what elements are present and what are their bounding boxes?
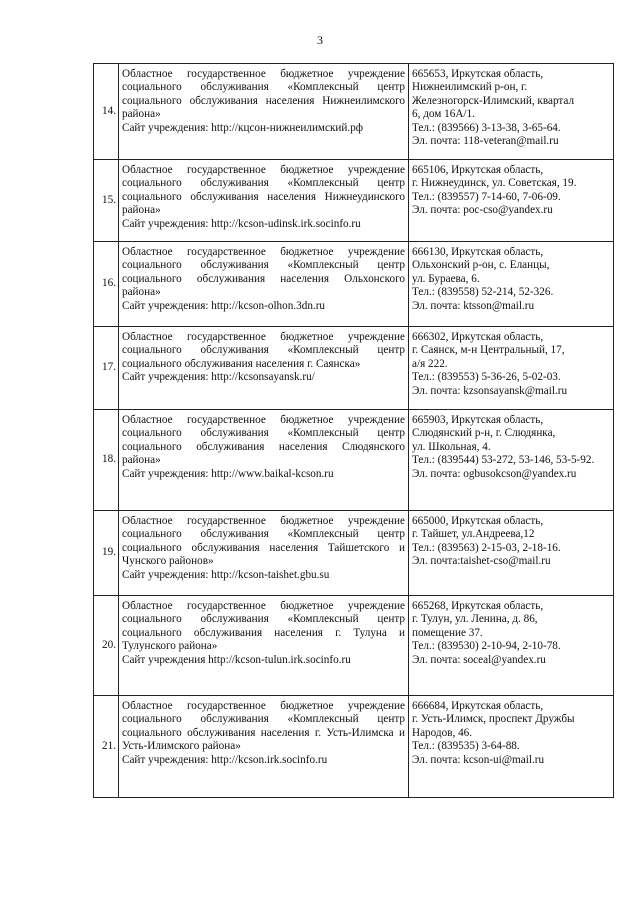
email-line[interactable]: Эл. почта: kcson-ui@mail.ru	[412, 753, 545, 766]
address-line: г. Саянск, м-н Центральный, 17,	[412, 344, 565, 357]
row-number: 14.	[94, 64, 119, 160]
institution-website[interactable]: Сайт учреждения: http://kcsonsayansk.ru/	[122, 371, 315, 384]
address-line: 665000, Иркутская область,	[412, 515, 544, 527]
email-line[interactable]: Эл. почта: ktsson@mail.ru	[412, 299, 535, 312]
address-line: 666684, Иркутская область,	[412, 700, 544, 712]
institution-cell	[119, 511, 409, 596]
address-line: 665268, Иркутская область,	[412, 600, 544, 612]
institution-cell	[119, 696, 409, 798]
table-row	[94, 64, 614, 160]
email-line[interactable]: Эл. почта: poc-cso@yandex.ru	[412, 204, 553, 217]
table-row	[94, 696, 614, 798]
phone-line: Тел.: (839558) 52-214, 52-326.	[412, 286, 554, 299]
email-line[interactable]: Эл. почта: ogbusokcson@yandex.ru	[412, 467, 577, 480]
row-number: 16.	[94, 242, 119, 327]
table-row	[94, 327, 614, 410]
address-line: 6, дом 16А/1.	[412, 108, 475, 121]
institution-cell	[119, 160, 409, 242]
phone-line: Тел.: (839553) 5-36-26, 5-02-03.	[412, 371, 561, 384]
phone-line: Тел.: (839530) 2-10-94, 2-10-78.	[412, 640, 561, 653]
address-line: Железногорск-Илимский, квартал	[412, 94, 575, 107]
table-row	[94, 596, 614, 696]
institution-cell	[119, 242, 409, 327]
phone-line: Тел.: (839557) 7-14-60, 7-06-09.	[412, 190, 561, 203]
address-line: а/я 222.	[412, 357, 448, 370]
address-line: 665106, Иркутская область,	[412, 164, 544, 176]
row-number: 21.	[94, 696, 119, 798]
institution-website[interactable]: Сайт учреждения: http://www.baikal-kcson.ru	[122, 467, 334, 480]
institutions-table	[93, 63, 614, 798]
row-number: 20.	[94, 596, 119, 696]
email-line[interactable]: Эл. почта: kzsonsayansk@mail.ru	[412, 384, 568, 397]
institution-website[interactable]: Сайт учреждения: http://kcson-udinsk.irk.socinfo.ru	[122, 217, 361, 230]
contact-cell	[409, 596, 614, 696]
address-line: г. Тайшет, ул.Андреева,12	[412, 528, 535, 541]
institution-website[interactable]: Сайт учреждения http://kcson-tulun.irk.socinfo.ru	[122, 653, 351, 666]
contact-cell	[409, 160, 614, 242]
institution-cell	[119, 410, 409, 511]
email-line[interactable]: Эл. почта: soceal@yandex.ru	[412, 653, 546, 666]
address-line: 665903, Иркутская область,	[412, 414, 544, 426]
address-line: г. Тулун, ул. Ленина, д. 86,	[412, 613, 538, 626]
phone-line: Тел.: (839544) 53-272, 53-146, 53-5-92.	[412, 454, 595, 467]
institution-cell	[119, 327, 409, 410]
address-line: Народов, 46.	[412, 726, 473, 739]
institution-website[interactable]: Сайт учреждения: http://kcson.irk.socinfo.ru	[122, 753, 328, 766]
address-line: 666302, Иркутская область,	[412, 331, 544, 343]
address-line: ул. Школьная, 4.	[412, 440, 491, 453]
address-line: 666130, Иркутская область,	[412, 246, 544, 258]
row-number: 15.	[94, 160, 119, 242]
email-line[interactable]: Эл. почта: 118-veteran@mail.ru	[412, 135, 559, 148]
institution-cell	[119, 64, 409, 160]
table-row	[94, 160, 614, 242]
address-line: помещение 37.	[412, 626, 483, 639]
address-line: 665653, Иркутская область,	[412, 68, 544, 80]
row-number: 19.	[94, 511, 119, 596]
institution-name: Областное государственное бюджетное учреждение социального обслуживания «Комплексный центр социального обслуживания населения Нижнеудинского района»	[122, 164, 405, 217]
contact-cell	[409, 696, 614, 798]
address-line: Слюдянский р-н, г. Слюдянка,	[412, 427, 556, 440]
row-number: 18.	[94, 410, 119, 511]
contact-cell	[409, 242, 614, 327]
institution-website[interactable]: Сайт учреждения: http://kcson-olhon.3dn.ru	[122, 299, 326, 312]
address-line: Ольхонский р-он, с. Еланцы,	[412, 259, 550, 272]
table-row	[94, 242, 614, 327]
contact-cell	[409, 327, 614, 410]
institution-name: Областное государственное бюджетное учреждение социального обслуживания «Комплексный центр социального обслуживания населения Ольхонского района»	[122, 246, 405, 299]
contact-cell	[409, 64, 614, 160]
address-line: г. Нижнеудинск, ул. Советская, 19.	[412, 177, 577, 190]
contact-cell	[409, 410, 614, 511]
contact-cell	[409, 511, 614, 596]
institution-website[interactable]: Сайт учреждения: http://kcson-taishet.gbu.su	[122, 568, 330, 581]
institution-cell	[119, 596, 409, 696]
phone-line: Тел.: (839563) 2-15-03, 2-18-16.	[412, 541, 561, 554]
row-number: 17.	[94, 327, 119, 410]
table-row	[94, 511, 614, 596]
institution-name: Областное государственное бюджетное учреждение социального обслуживания «Комплексный центр социального обслуживания населения Нижнеилимского района»	[122, 68, 405, 121]
institution-name: Областное государственное бюджетное учреждение социального обслуживания «Комплексный центр социального обслуживания населения г. Усть-Илимска и Усть-Илимского района»	[122, 700, 405, 753]
institution-name: Областное государственное бюджетное учреждение социального обслуживания «Комплексный центр социального обслуживания населения Тайшетского и Чунского районов»	[122, 515, 405, 568]
phone-line: Тел.: (839535) 3-64-88.	[412, 740, 520, 753]
phone-line: Тел.: (839566) 3-13-38, 3-65-64.	[412, 121, 561, 134]
institution-name: Областное государственное бюджетное учреждение социального обслуживания «Комплексный центр социального обслуживания населения г. Саянска»	[122, 331, 405, 370]
institution-name: Областное государственное бюджетное учреждение социального обслуживания «Комплексный центр социального обслуживания населения Слюдянского района»	[122, 414, 405, 467]
table-row	[94, 410, 614, 511]
email-line[interactable]: Эл. почта:taishet-cso@mail.ru	[412, 555, 551, 568]
page-number: 3	[317, 33, 323, 47]
institution-name: Областное государственное бюджетное учреждение социального обслуживания «Комплексный центр социального обслуживания населения г. Тулуна и Тулунского района»	[122, 600, 405, 653]
address-line: Нижнеилимский р-он, г.	[412, 81, 528, 94]
institution-website[interactable]: Сайт учреждения: http://кцсон-нижнеилимский.рф	[122, 121, 364, 134]
address-line: г. Усть-Илимск, проспект Дружбы	[412, 713, 575, 726]
address-line: ул. Бураева, 6.	[412, 272, 480, 285]
